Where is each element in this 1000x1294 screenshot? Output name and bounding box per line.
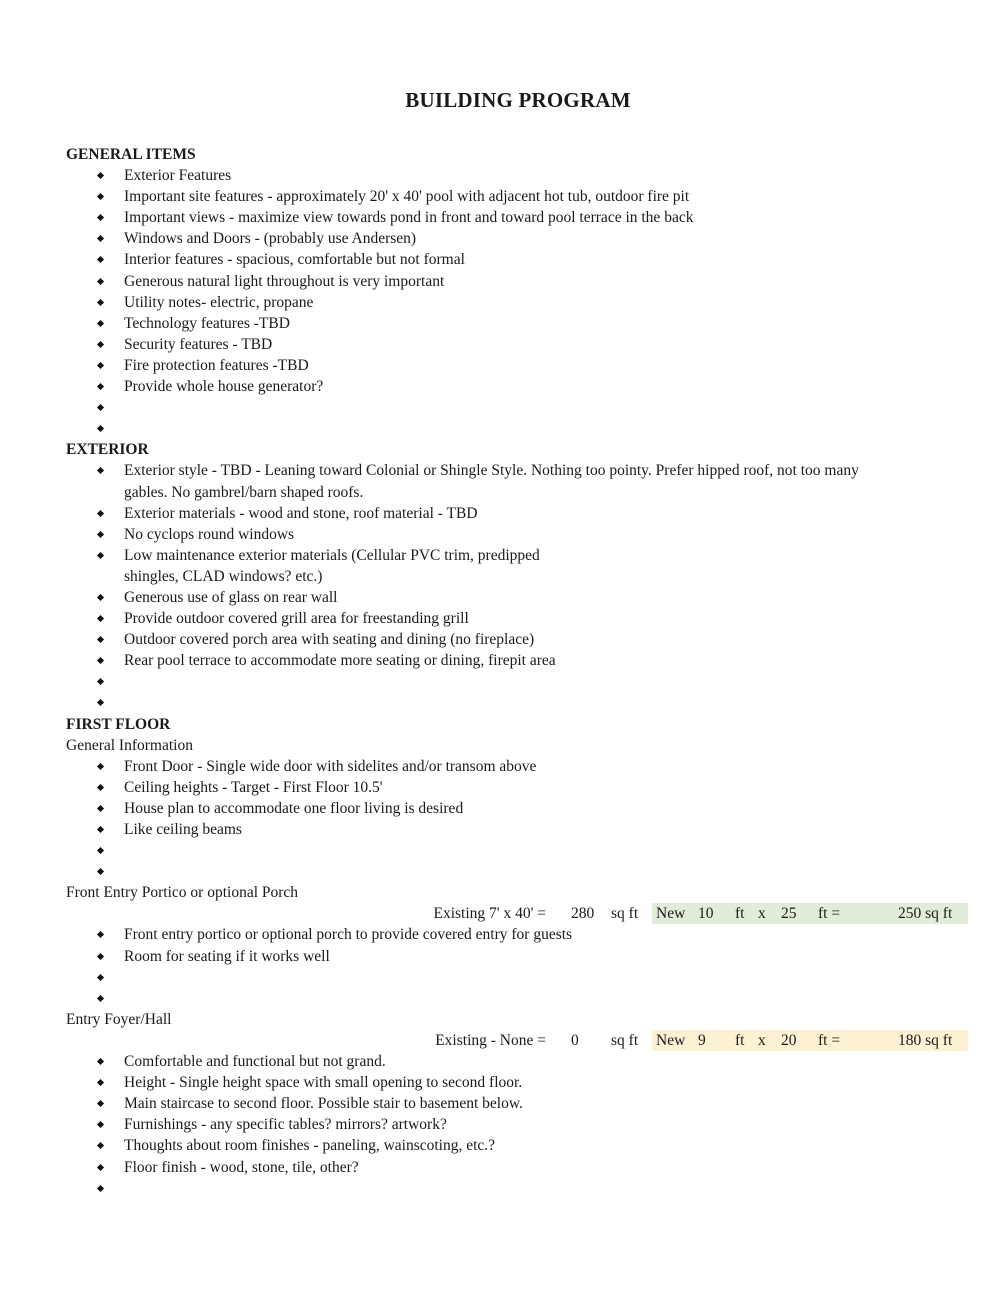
new-total: 250 sq ft (898, 905, 953, 923)
existing-value: 280 (571, 905, 595, 923)
document-body (66, 144, 986, 1199)
page-title: BUILDING PROGRAM (405, 88, 631, 112)
existing-label: Existing 7' x 40' = (433, 905, 546, 923)
new-width: 9 (698, 1031, 706, 1049)
new-label: New (656, 1031, 686, 1049)
list-item: Furnishings - any specific tables? mirrors? artwork? (66, 1114, 986, 1135)
list-item: Important views - maximize view towards pond in front and toward pool terrace in the back (66, 207, 986, 228)
list-item-empty (66, 671, 986, 692)
list-item: Thoughts about room finishes - paneling, wainscoting, etc.? (66, 1135, 986, 1156)
area-row-portico (66, 903, 986, 924)
list-item-empty (66, 692, 986, 713)
existing-unit: sq ft (611, 905, 639, 923)
list-item: Exterior style - TBD - Leaning toward Colonial or Shingle Style. Nothing too pointy. Prefer hipped roof, not too many gables. No gambrel/barn shaped roofs. (66, 460, 884, 502)
list-item: No cyclops round windows (66, 524, 986, 545)
list-item: House plan to accommodate one floor living is desired (66, 798, 986, 819)
new-width: 10 (698, 905, 714, 923)
subsection-foyer: Entry Foyer/Hall (66, 1010, 172, 1028)
list-item: Height - Single height space with small opening to second floor. (66, 1072, 986, 1093)
new-total: 180 sq ft (898, 1031, 953, 1049)
list-item: Generous natural light throughout is very important (66, 271, 986, 292)
times-sign: x (758, 905, 766, 923)
list-item: Room for seating if it works well (66, 946, 986, 967)
list-item: Technology features -TBD (66, 313, 986, 334)
list-item: Security features - TBD (66, 334, 986, 355)
area-row-foyer (66, 1030, 986, 1051)
existing-unit: sq ft (611, 1031, 639, 1049)
subsection-general-information: General Information (66, 736, 193, 754)
section-heading-general: GENERAL ITEMS (66, 146, 196, 163)
list-item: Main staircase to second floor. Possible stair to basement below. (66, 1093, 986, 1114)
ft-equals: ft = (818, 905, 841, 923)
list-item: Important site features - approximately 20' x 40' pool with adjacent hot tub, outdoor fire pit (66, 186, 986, 207)
list-item: Outdoor covered porch area with seating and dining (no fireplace) (66, 629, 986, 650)
new-length: 25 (781, 905, 797, 923)
list-item: Windows and Doors - (probably use Andersen) (66, 228, 986, 249)
list-item: Generous use of glass on rear wall (66, 587, 986, 608)
list-item-empty (66, 418, 986, 439)
ft-equals: ft = (818, 1031, 841, 1049)
list-item: Interior features - spacious, comfortable but not formal (66, 249, 986, 270)
subsection-portico: Front Entry Portico or optional Porch (66, 884, 299, 902)
list-item: Front entry portico or optional porch to provide covered entry for guests (66, 924, 624, 945)
section-heading-first-floor: FIRST FLOOR (66, 715, 171, 733)
list-item-empty (66, 1178, 986, 1199)
times-sign: x (758, 1031, 766, 1049)
list-item: Fire protection features -TBD (66, 355, 986, 376)
list-item: Like ceiling beams (66, 819, 986, 840)
list-item: Low maintenance exterior materials (Cellular PVC trim, predipped shingles, CLAD windows? etc.) (66, 545, 564, 587)
list-item: Utility notes- electric, propane (66, 292, 986, 313)
list-item-empty (66, 840, 986, 861)
existing-label: Existing - None = (435, 1031, 546, 1049)
ft-unit: ft (735, 1031, 745, 1049)
list-item: Comfortable and functional but not grand. (66, 1051, 986, 1072)
section-heading-exterior: EXTERIOR (66, 441, 149, 459)
list-item: Floor finish - wood, stone, tile, other? (66, 1157, 986, 1178)
list-item: Exterior materials - wood and stone, roof material - TBD (66, 503, 986, 524)
list-item: Provide outdoor covered grill area for freestanding grill (66, 608, 986, 629)
list-item-empty (66, 397, 986, 418)
list-item-empty (66, 861, 986, 882)
new-length: 20 (781, 1031, 797, 1049)
list-item: Provide whole house generator? (66, 376, 986, 397)
list-item-empty (66, 988, 986, 1009)
list-item: Front Door - Single wide door with sidelites and/or transom above (66, 756, 986, 777)
list-item-empty (66, 967, 986, 988)
list-item: Ceiling heights - Target - First Floor 10.5' (66, 777, 986, 798)
list-item: Rear pool terrace to accommodate more seating or dining, firepit area (66, 650, 986, 671)
new-label: New (656, 905, 686, 923)
existing-value: 0 (571, 1031, 579, 1049)
list-item: Exterior Features (66, 165, 986, 186)
ft-unit: ft (735, 905, 745, 923)
